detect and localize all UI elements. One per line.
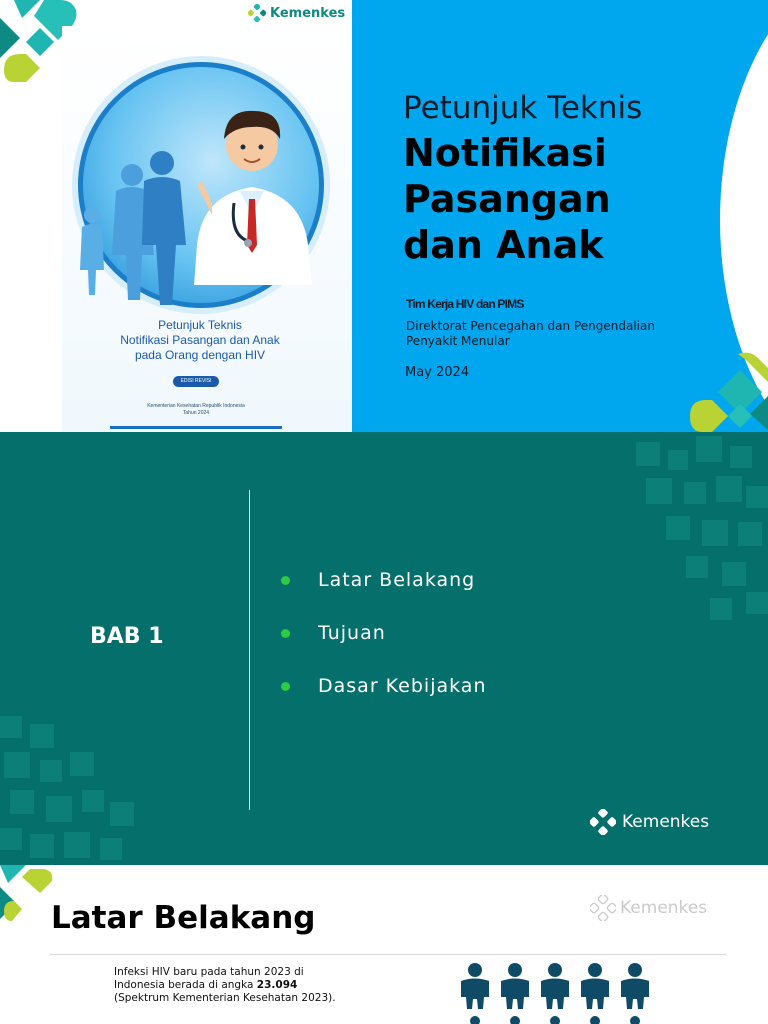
cover-publisher-name: Kementerian Kesehatan Republik Indonesia	[147, 403, 245, 409]
agenda-item	[280, 567, 486, 620]
bullet-icon	[281, 629, 290, 638]
agenda-item-label: Tujuan	[318, 622, 386, 644]
statistic-text-source: (Spektrum Kementerian Kesehatan 2023).	[114, 992, 336, 1004]
hiv-statistic-text	[114, 966, 344, 1005]
kemenkes-logo-icon	[590, 895, 616, 921]
slide-chapter	[0, 432, 768, 865]
cover-brand-logo	[248, 4, 345, 22]
person-icon	[541, 963, 569, 1009]
kemenkes-logo-icon	[248, 4, 266, 22]
cover-brand-text: Kemenkes	[270, 5, 346, 21]
bullet-icon	[281, 682, 290, 691]
bullet-icon	[281, 576, 290, 585]
chapter-agenda-list	[280, 567, 486, 726]
directorate-name: Direktorat Pencegahan dan Pengendalian Penyakit Menular	[406, 319, 655, 348]
cover-bottom-bar	[110, 426, 282, 429]
chapter-brand-text: Kemenkes	[622, 812, 710, 832]
section-title: Latar Belakang	[51, 900, 316, 936]
person-icon	[461, 963, 489, 1009]
presentation-date: May 2024	[405, 365, 470, 380]
slide-background	[0, 865, 768, 1024]
team-name: Tim Kerja HIV dan PIMS	[406, 297, 524, 311]
cover-title-line: Notifikasi Pasangan dan Anak	[120, 333, 280, 347]
cover-title-line: Petunjuk Teknis	[158, 318, 242, 332]
title-main-line: dan Anak	[403, 223, 604, 267]
cover-year: Tahun 2024	[182, 410, 210, 416]
people-group	[458, 963, 658, 1024]
decorative-pattern-icon	[626, 432, 768, 632]
chapter-brand-logo	[590, 809, 709, 835]
chapter-title: BAB 1	[90, 624, 164, 649]
cover-edition-badge: EDISI REVISI	[173, 376, 219, 387]
section-brand-logo	[590, 895, 707, 921]
person-icon	[501, 963, 529, 1009]
cover-publisher	[118, 403, 274, 417]
title-main-line: Notifikasi	[403, 131, 607, 175]
title-main	[403, 130, 611, 268]
title-main-line: Pasangan	[403, 177, 611, 221]
agenda-item-label: Dasar Kebijakan	[318, 675, 487, 697]
decorative-pattern-icon	[0, 712, 140, 865]
kemenkes-logo-icon	[590, 809, 616, 835]
section-brand-text: Kemenkes	[620, 898, 708, 918]
corner-decoration-icon	[688, 350, 768, 432]
doctor-illustration-icon	[62, 95, 332, 310]
corner-decoration-icon	[0, 865, 56, 923]
person-icon	[581, 963, 609, 1009]
agenda-item-label: Latar Belakang	[318, 569, 476, 591]
cover-title	[100, 318, 300, 363]
agenda-item	[280, 673, 486, 726]
statistic-number: 23.094	[256, 979, 298, 991]
person-icon	[621, 963, 649, 1009]
slide-cover	[0, 0, 768, 432]
cover-title-line: pada Orang dengan HIV	[134, 348, 266, 362]
agenda-item	[280, 620, 486, 673]
statistic-text-prefix: Infeksi HIV baru pada tahun 2023 di Indonesia berada di angka	[114, 966, 304, 991]
vertical-divider	[249, 490, 250, 810]
title-subtitle: Petunjuk Teknis	[403, 90, 643, 126]
title-underline	[50, 954, 726, 955]
